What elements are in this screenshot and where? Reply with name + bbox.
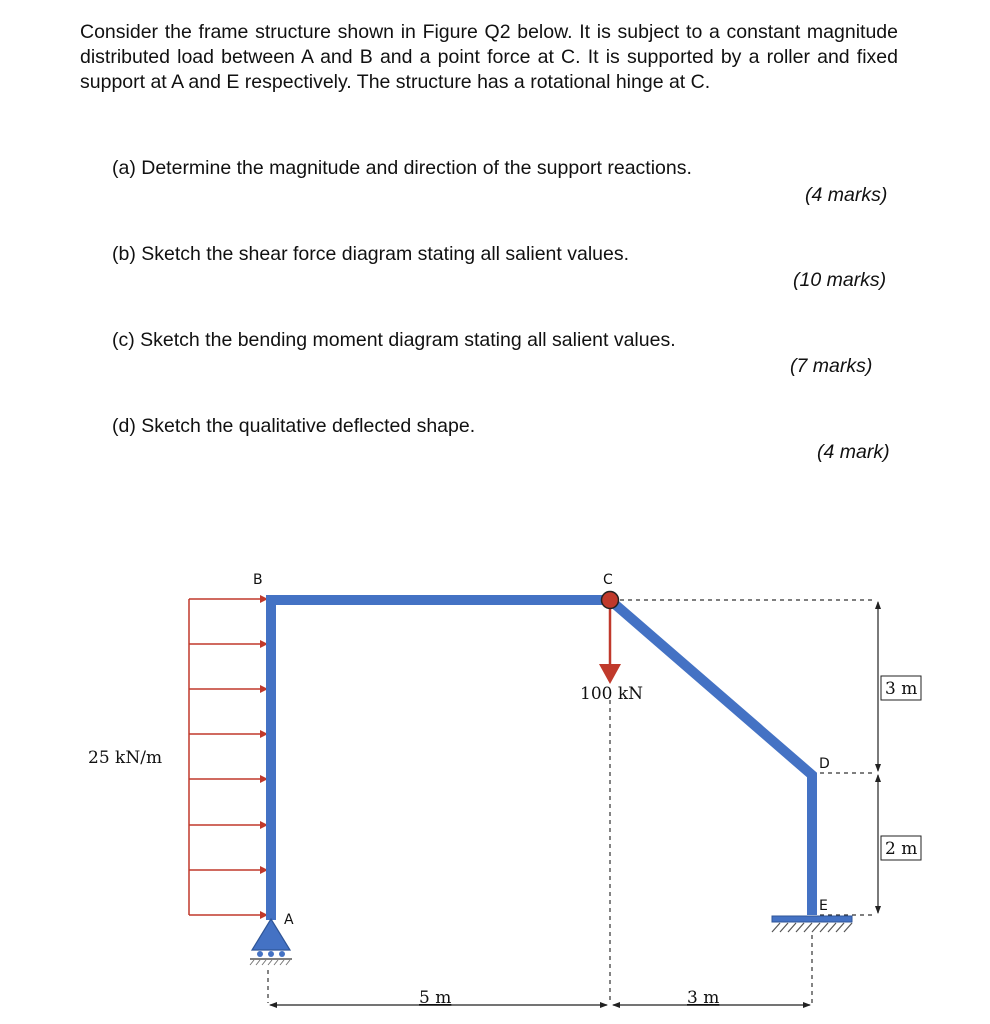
dimension-3m-horizontal: 3 m xyxy=(687,988,720,1008)
question-c-marks: (7 marks) xyxy=(790,355,873,377)
question-b-marks: (10 marks) xyxy=(793,269,887,291)
question-a-marks: (4 marks) xyxy=(805,184,888,206)
question-d: (d) Sketch the qualitative deflected shape. xyxy=(112,415,476,437)
label-d: D xyxy=(819,756,830,772)
label-c: C xyxy=(603,572,613,588)
question-a: (a) Determine the magnitude and direction of the support reactions. xyxy=(112,157,692,179)
dimension-2m-vertical: 2 m xyxy=(885,839,918,859)
dimension-guides xyxy=(268,600,876,1003)
point-load-arrow xyxy=(599,604,621,684)
distributed-load xyxy=(189,599,267,915)
frame-members xyxy=(271,600,812,915)
question-d-marks: (4 mark) xyxy=(817,441,890,463)
problem-statement: Consider the frame structure shown in Figure Q2 below. It is subject to a constant magnitude distributed load between A and B and a point force at C. It is supported by a roller and fixed support at A and E respectively. The structure has a rotational hinge at C. xyxy=(80,21,898,93)
hinge-c xyxy=(602,592,619,609)
point-load-label: 100 kN xyxy=(580,684,644,704)
dimension-5m: 5 m xyxy=(419,988,452,1008)
label-a: A xyxy=(284,912,294,928)
question-c: (c) Sketch the bending moment diagram stating all salient values. xyxy=(112,329,676,351)
dimension-3m-vertical: 3 m xyxy=(885,679,918,699)
label-b: B xyxy=(253,572,263,588)
dimension-lines xyxy=(270,602,878,1005)
fixed-support-e xyxy=(772,916,852,932)
question-b: (b) Sketch the shear force diagram stating all salient values. xyxy=(112,243,630,265)
distributed-load-label: 25 kN/m xyxy=(88,748,163,768)
label-e: E xyxy=(819,898,828,914)
